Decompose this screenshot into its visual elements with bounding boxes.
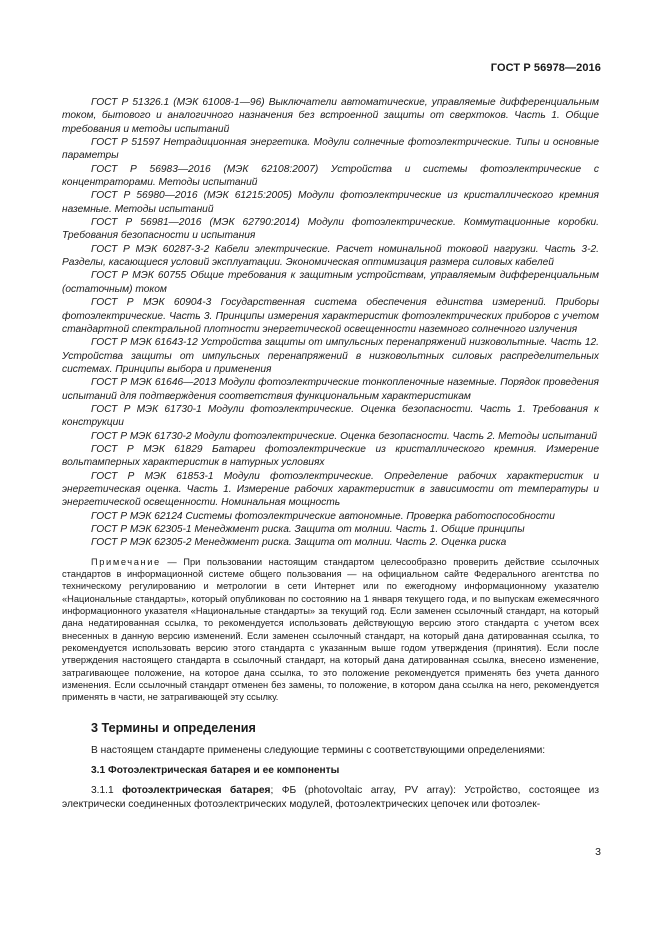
reference-item: ГОСТ Р 51326.1 (МЭК 61008-1—96) Выключатели автоматические, управляемые дифференциальным током, бытового и аналогичного назначения без встроенной защиты от сверхтоков. Часть 1. Общие требования и методы испытаний [62,97,599,135]
note-paragraph [62,556,599,704]
reference-item: ГОСТ Р МЭК 61829 Батареи фотоэлектрические из кристаллического кремния. Измерение вольтамперных характеристик в натурных условиях [62,443,599,469]
reference-item: ГОСТ Р МЭК 61646—2013 Модули фотоэлектрические тонкопленочные наземные. Порядок проведения испытаний для подтверждения соответствия функциональным характеристикам [62,377,599,402]
section-intro: В настоящем стандарте применены следующие термины с соответствующими определениями: [91,744,546,756]
term-definition-text: ; ФБ (photovoltaic array, PV array): Устройство, состоящее из электрически соединенных фотоэлектрических модулей, фотоэлектрических цепочек или фотоэлек- [62,785,599,811]
document-code: ГОСТ Р 56978—2016 [490,62,601,74]
reference-item: ГОСТ Р 56981—2016 (МЭК 62790:2014) Модули фотоэлектрические. Коммутационные коробки. Требования безопасности и испытания [62,217,599,242]
page-content [62,96,599,813]
reference-item: ГОСТ Р МЭК 61853-1 Модули фотоэлектрические. Определение рабочих характеристик и энергетическая оценка. Часть 1. Измерение рабочих характеристик в зависимости от температуры и энергетической освещенности. Номинальная мощность [62,470,599,509]
reference-item: ГОСТ Р МЭК 61730-2 Модули фотоэлектрические. Оценка безопасности. Часть 2. Методы испытаний [91,430,598,442]
note-text: — При пользовании настоящим стандартом целесообразно проверить действие ссылочных стандартов в информационной системе общего пользования — на официальном сайте Федерального агентства по техническому регулированию и метрологии в сети Интернет или по ежегодному информационному указателю «Национальные стандарты», который опубликован по состоянию на 1 января текущего года, и по выпускам ежемесячного информационного указателя «Национальные стандарты» за текущий год. Если заменен ссылочный стандарт, на который дана недатированная ссылка, то рекомендуется использовать действующую версию этого стандарта с учетом всех внесенных в данную версию изменений. Если заменен ссылочный стандарт, на который дана датированная ссылка, то рекомендуется использовать версию этого стандарта с указанным выше годом утверждения (принятия). Если после утверждения настоящего стандарта в ссылочный стандарт, на который дана датированная ссылка, внесено изменение, затрагивающее положение, на которое дана ссылка, то это положение рекомендуется применять без учета данного изменения. Если ссылочный стандарт отменен без замены, то положение, в котором дана ссылка на него, рекомендуется применять в части, не затрагивающей эту ссылку. [62,556,599,703]
reference-item: ГОСТ Р МЭК 61730-1 Модули фотоэлектрические. Оценка безопасности. Часть 1. Требования к конструкции [62,403,599,429]
reference-item: ГОСТ Р МЭК 60904-3 Государственная система обеспечения единства измерений. Приборы фотоэлектрические. Часть 3. Принципы измерения характеристик фотоэлектрических приборов с учетом стандартной спектральной плотности энергетической освещенности наземного солнечного излучения [62,297,599,335]
page-number: 3 [595,846,601,858]
reference-item: ГОСТ Р МЭК 62305-1 Менеджмент риска. Защита от молнии. Часть 1. Общие принципы [91,524,525,535]
term-definition [62,784,599,812]
reference-item: ГОСТ Р 56983—2016 (МЭК 62108:2007) Устройства и системы фотоэлектрические с концентраторами. Методы испытаний [62,163,599,189]
reference-item: ГОСТ Р 56980—2016 (МЭК 61215:2005) Модули фотоэлектрические из кристаллического кремния наземные. Методы испытаний [62,190,599,215]
reference-item: ГОСТ Р МЭК 60755 Общие требования к защитным устройствам, управляемым дифференциальным (остаточным) током [62,270,599,295]
note-label: Примечание [91,556,161,567]
reference-item: ГОСТ Р МЭК 60287-3-2 Кабели электрические. Расчет номинальной токовой нагрузки. Часть 3-2. Разделы, касающиеся условий эксплуатации. Экономическая оптимизация размера силовых кабелей [62,243,599,269]
reference-item: ГОСТ Р 51597 Нетрадиционная энергетика. Модули солнечные фотоэлектрические. Типы и основные параметры [62,137,599,162]
term-word: фотоэлектрическая батарея [122,785,271,797]
reference-item: ГОСТ Р МЭК 61643-12 Устройства защиты от импульсных перенапряжений низковольтные. Часть 12. Устройства защиты от импульсных перенапряжений в низковольтных силовых распределительных системах. Принципы выбора и применения [62,337,599,375]
section-heading: 3 Термины и определения [91,720,256,735]
reference-item: ГОСТ Р МЭК 62124 Системы фотоэлектрические автономные. Проверка работоспособности [91,510,555,522]
reference-item: ГОСТ Р МЭК 62305-2 Менеджмент риска. Защита от молнии. Часть 2. Оценка риска [91,537,507,549]
normative-references-list [62,96,599,550]
term-number: 3.1.1 [91,785,123,797]
subsection-heading: 3.1 Фотоэлектрическая батарея и ее компоненты [91,765,340,777]
